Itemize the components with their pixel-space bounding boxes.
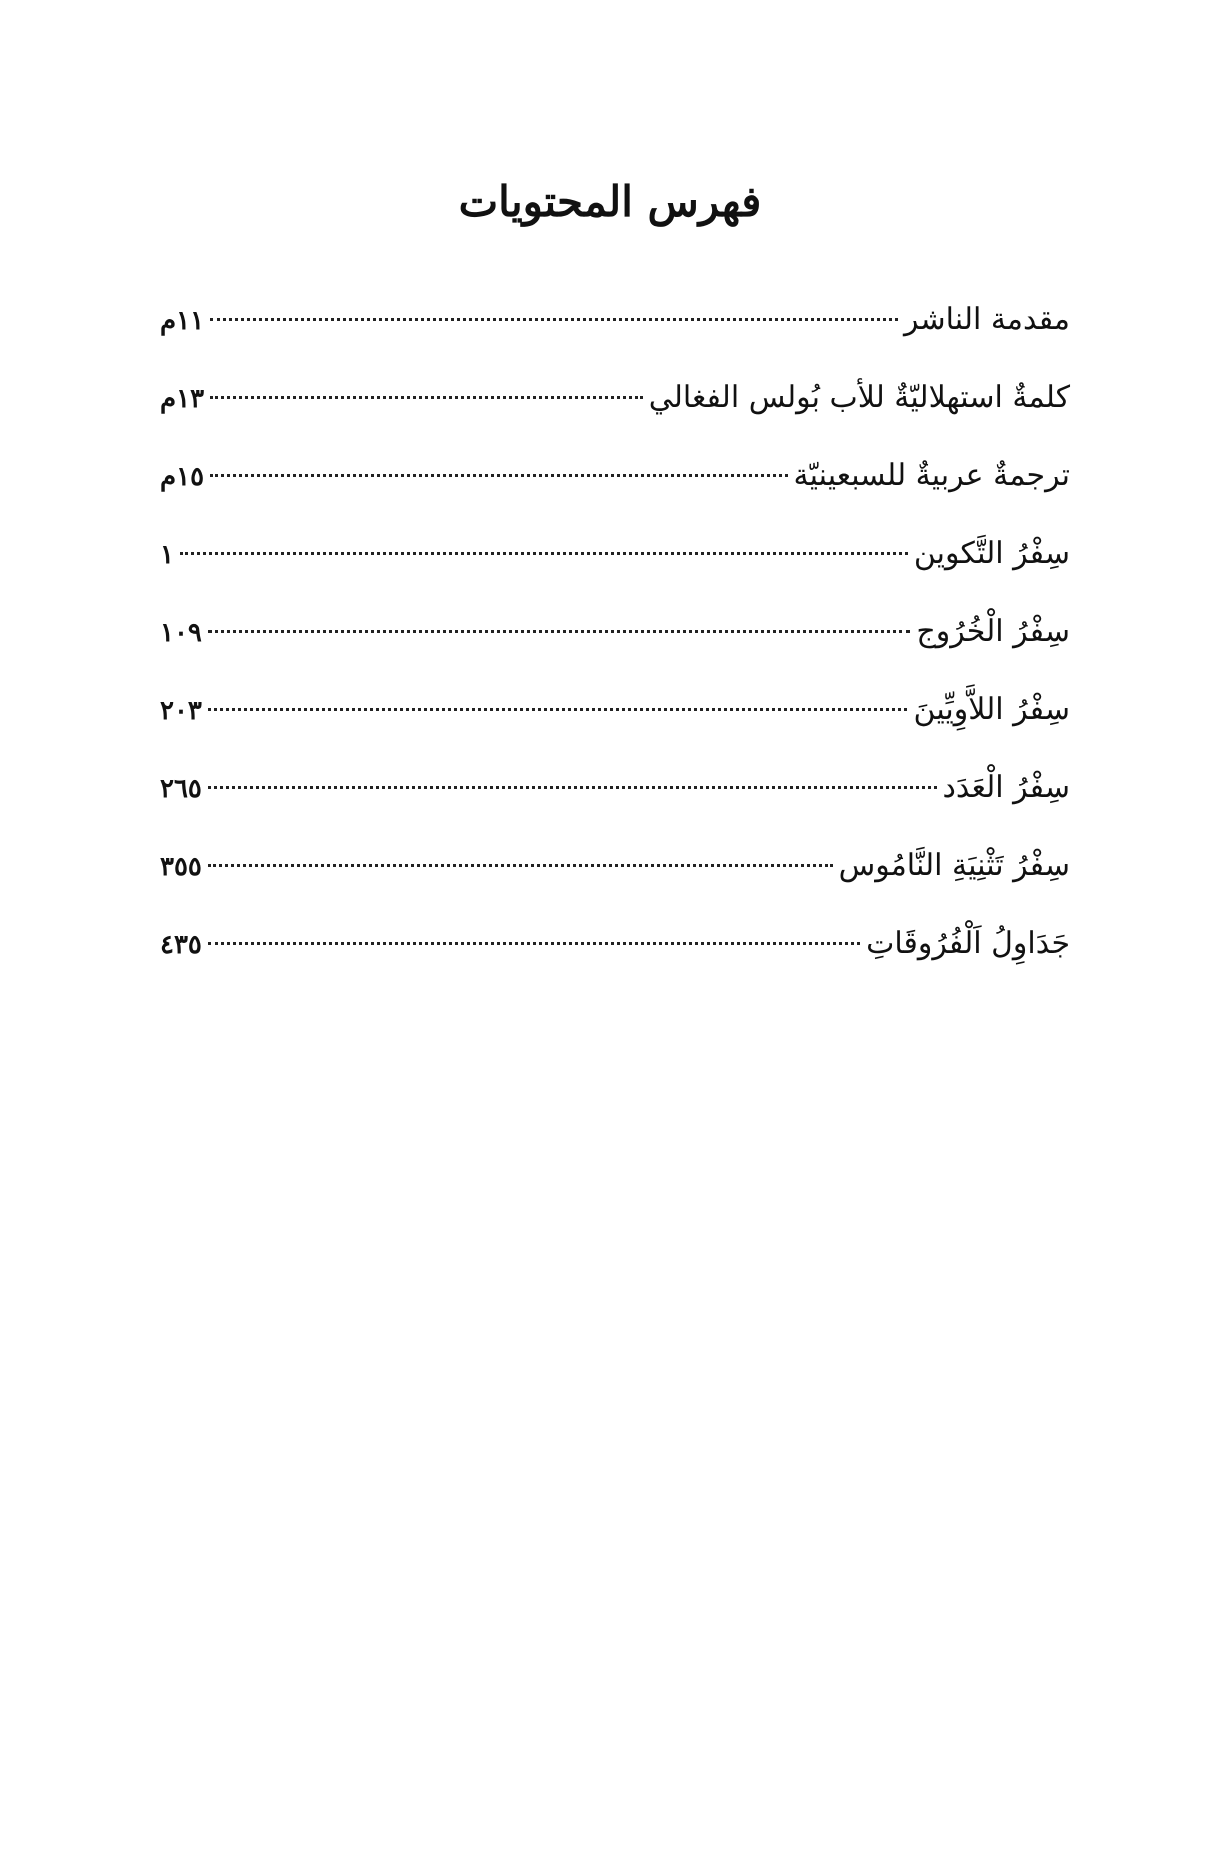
- toc-entry-title: كلمةٌ استهلاليّةٌ للأب بُولس الفغالي: [648, 380, 1070, 415]
- toc-entry: [160, 602, 1070, 680]
- toc-entry-title: مقدمة الناشر: [903, 302, 1070, 337]
- toc-entry: [160, 290, 1070, 368]
- toc-entry: [160, 914, 1070, 992]
- toc-entry-page: ٤٣٥: [160, 930, 202, 960]
- toc-entry-page: ١٣م: [160, 384, 205, 414]
- toc-entry-page: ٣٥٥: [160, 852, 202, 882]
- toc-entry: [160, 524, 1070, 602]
- toc-entry-title: سِفْرُ الْخُرُوج: [916, 614, 1070, 649]
- toc-entry-page: ٢٠٣: [160, 696, 202, 726]
- table-of-contents: [160, 290, 1070, 992]
- toc-entry-page: ١١م: [160, 306, 205, 336]
- toc-entry-title: سِفْرُ تَثْنِيَةِ النَّامُوس: [838, 848, 1070, 883]
- dot-leader: [180, 552, 908, 555]
- toc-entry-title: سِفْرُ اللاَّوِيِّينَ: [913, 692, 1070, 727]
- dot-leader: [208, 942, 860, 945]
- dot-leader: [210, 396, 643, 399]
- toc-entry-title: سِفْرُ التَّكوين: [913, 536, 1070, 571]
- dot-leader: [210, 318, 898, 321]
- toc-entry-page: ١٥م: [160, 462, 205, 492]
- toc-entry-title: ترجمةٌ عربيةٌ للسبعينيّة: [793, 458, 1070, 493]
- dot-leader: [208, 630, 910, 633]
- page-title: فهرس المحتويات: [458, 177, 762, 226]
- toc-entry: [160, 368, 1070, 446]
- toc-entry: [160, 758, 1070, 836]
- dot-leader: [208, 786, 937, 789]
- toc-entry: [160, 680, 1070, 758]
- toc-entry-page: ١: [160, 540, 174, 570]
- toc-entry-page: ٢٦٥: [160, 774, 202, 804]
- toc-entry-title: جَدَاوِلُ اَلْفُرُوقَاتِ: [866, 926, 1070, 961]
- dot-leader: [210, 474, 787, 477]
- toc-entry-page: ١٠٩: [160, 618, 202, 648]
- toc-entry: [160, 446, 1070, 524]
- dot-leader: [208, 864, 833, 867]
- dot-leader: [208, 708, 908, 711]
- toc-entry-title: سِفْرُ الْعَدَد: [942, 770, 1070, 805]
- toc-entry: [160, 836, 1070, 914]
